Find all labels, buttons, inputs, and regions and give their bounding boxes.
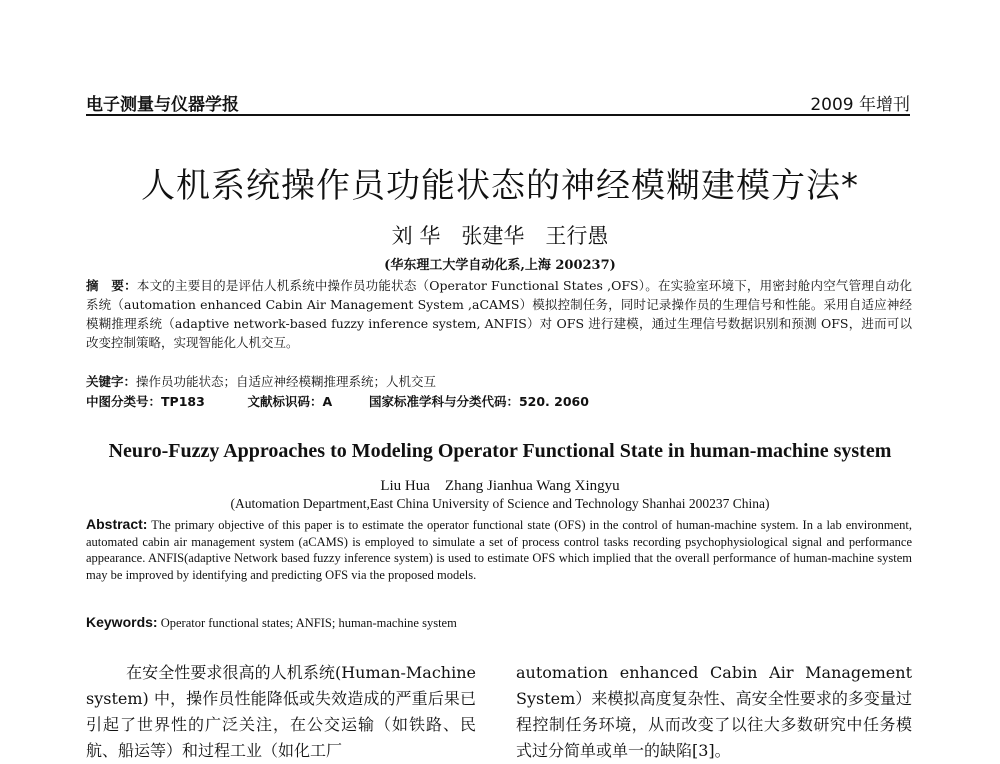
doc-code-value: A [322, 394, 333, 409]
keywords-cn [86, 372, 912, 391]
clc-value: TP183 [161, 394, 205, 409]
body-column-right [516, 660, 912, 764]
paper-title-en: Neuro-Fuzzy Approaches to Modeling Operator Functional State in human-machine system [108, 440, 892, 462]
keywords-en-text: Operator functional states; ANFIS; human-machine system [160, 616, 457, 630]
abstract-cn-text: 本文的主要目的是评估人机系统中操作员功能状态（Operator Functional States ,OFS）。在实验室环境下，用密封舱内空气管理自动化系统（automation enhanced Cabin Air Management System ,aCAMS）模拟控制任务，同时记录操作员的生理信号和性能。采用自适应神经模糊推理系统（adaptive network-based fuzzy inference system, ANFIS）对 OFS 进行建模，通过生理信号数据识别和预测 OFS，进而可以改变控制策略，实现智能化人机交互。 [86, 278, 912, 350]
body-right-text: automation enhanced Cabin Air Management System）来模拟高度复杂性、高安全性要求的多变量过程控制任务环境，从而改变了以往大多数研究中任务模式过分简单或单一的缺陷[3]。 [516, 663, 912, 760]
abstract-en-label: Abstract: [86, 516, 148, 532]
keywords-en [86, 614, 912, 631]
body-left-text: 在安全性要求很高的人机系统(Human-Machine system) 中，操作员性能降低或失效造成的严重后果已引起了世界性的广泛关注，在公交运输（如铁路、民航、船运等）和过程工业（如化工厂 [86, 663, 476, 760]
abstract-cn [86, 276, 912, 352]
keywords-en-label: Keywords: [86, 614, 158, 630]
affiliation-en: (Automation Department,East China University of Science and Technology Shanhai 200237 China) [230, 496, 770, 511]
affiliation-cn: (华东理工大学自动化系,上海 200237) [384, 258, 616, 273]
body-column-left [86, 660, 476, 764]
authors-cn: 刘 华 张建华 王行愚 [391, 224, 609, 248]
keywords-cn-label: 关键字： [86, 374, 137, 389]
keywords-cn-text: 操作员功能状态；自适应神经模糊推理系统；人机交互 [136, 374, 437, 389]
running-header [86, 86, 910, 116]
doc-code-label: 文献标识码： [247, 394, 323, 409]
abstract-cn-label: 摘 要： [86, 278, 137, 293]
journal-name: 电子测量与仪器学报 [86, 95, 239, 115]
paper-title-cn: 人机系统操作员功能状态的神经模糊建模方法* [141, 166, 859, 206]
authors-en: Liu Hua Zhang Jianhua Wang Xingyu [380, 478, 620, 494]
abstract-en [86, 516, 912, 583]
abstract-en-text: The primary objective of this paper is to estimate the operator functional state (OFS) in the control of human-machine system. In a lab environment, automated cabin air management system (aCAMS) is employed to simulate a set of process control tasks recording psychophysiological signal and performance appearance. ANFIS(adaptive Network based fuzzy inference system) is used to estimate OFS which implied that the overall performance of human-machine system may be improved by identifying and predicting OFS via the proposed models. [86, 518, 913, 582]
issue-label: 2009 年增刊 [810, 95, 910, 115]
clc-label: 中图分类号： [86, 394, 162, 409]
std-code-value: 520. 2060 [518, 394, 589, 409]
classification-line [86, 392, 912, 411]
std-code-label: 国家标准学科与分类代码： [368, 394, 519, 409]
